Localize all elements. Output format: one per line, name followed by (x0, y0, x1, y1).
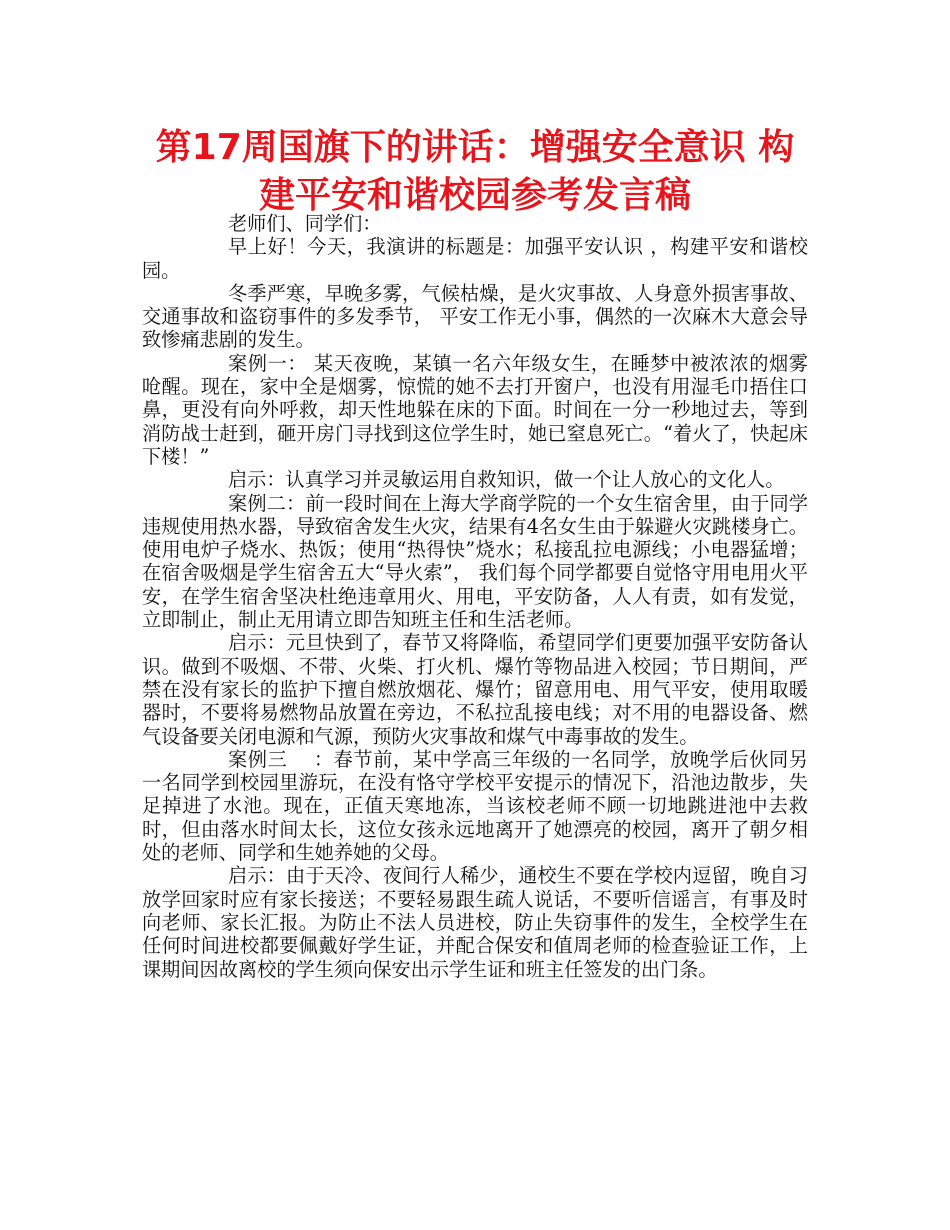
paragraph-case-1: 案例一： 某天夜晚，某镇一名六年级女生，在睡梦中被浓浓的烟雾呛醒。现在，家中全是烟雾，惊慌的她不去打开窗户，也没有用湿毛巾捂住口鼻，更没有向外呼救，却天性地躲在床的下面。时间在一分一秒地过去，等到消防战士赶到，砸开房门寻找到这位学生时，她已窒息死亡。“着火了，快起床下楼！” (142, 351, 808, 468)
document-title (140, 124, 810, 220)
paragraph-greeting: 早上好！今天，我演讲的标题是：加强平安认识 ，构建平安和谐校园。 (142, 235, 808, 282)
paragraph-intro: 冬季严寒，早晚多雾，气候枯燥，是火灾事故、人身意外损害事故、交通事故和盗窃事件的多发季节， 平安工作无小事，偶然的一次麻木大意会导致惨痛悲剧的发生。 (142, 281, 808, 352)
title-line-1: 第17周国旗下的讲话：增强安全意识 构 (155, 127, 795, 168)
paragraph-lesson-3: 启示：由于天冷、夜间行人稀少，通校生不要在学校内逗留，晚自习放学回家时应有家长接送；不要轻易跟生疏人说话，不要听信谣言，有事及时向老师、家长汇报。为防止不法人员进校，防止失窃事件的发生，全校学生在任何时间进校都要佩戴好学生证，并配合保安和值周老师的检查验证工作，上课期间因故离校的学生须向保安出示学生证和班主任签发的出门条。 (142, 864, 808, 981)
paragraph-lesson-2: 启示：元旦快到了，春节又将降临，希望同学们更要加强平安防备认识。做到不吸烟、不带、火柴、打火机、爆竹等物品进入校园；节日期间，严禁在没有家长的监护下擅自燃放烟花、爆竹；留意用电、用气平安，使用取暖器时，不要将易燃物品放置在旁边，不私拉乱接电线；对不用的电器设备、燃气设备要关闭电源和气源，预防火灾事故和煤气中毒事故的发生。 (142, 631, 808, 748)
title-line-2: 建平安和谐校园参考发言稿 (258, 175, 691, 216)
document-body (142, 212, 808, 981)
paragraph-case-3: 案例三 ：春节前，某中学高三年级的一名同学，放晚学后伙同另一名同学到校园里游玩，在没有恪守学校平安提示的情况下，沿池边散步，失足掉进了水池。现在，正值天寒地冻，当该校老师不顾一切地跳进池中去救时，但由落水时间太长，这位女孩永远地离开了她漂亮的校园，离开了朝夕相处的老师、同学和生她养她的父母。 (142, 747, 808, 865)
paragraph-case-2: 案例二：前一段时间在上海大学商学院的一个女生宿舍里，由于同学违规使用热水器，导致宿舍发生火灾，结果有4名女生由于躲避火灾跳楼身亡。使用电炉子烧水、热饭；使用“热得快”烧水；私接乱拉电源线；小电器猛增；在宿舍吸烟是学生宿舍五大“导火索”， 我们每个同学都要自觉恪守用电用火平安，在学生宿舍坚决杜绝违章用火、用电，平安防备，人人有责，如有发觉，立即制止，制止无用请立即告知班主任和生活老师。 (142, 491, 808, 632)
salutation: 老师们、同学们： (228, 212, 382, 235)
paragraph-lesson-1: 启示：认真学习并灵敏运用自救知识，做一个让人放心的文化人。 (228, 468, 785, 492)
